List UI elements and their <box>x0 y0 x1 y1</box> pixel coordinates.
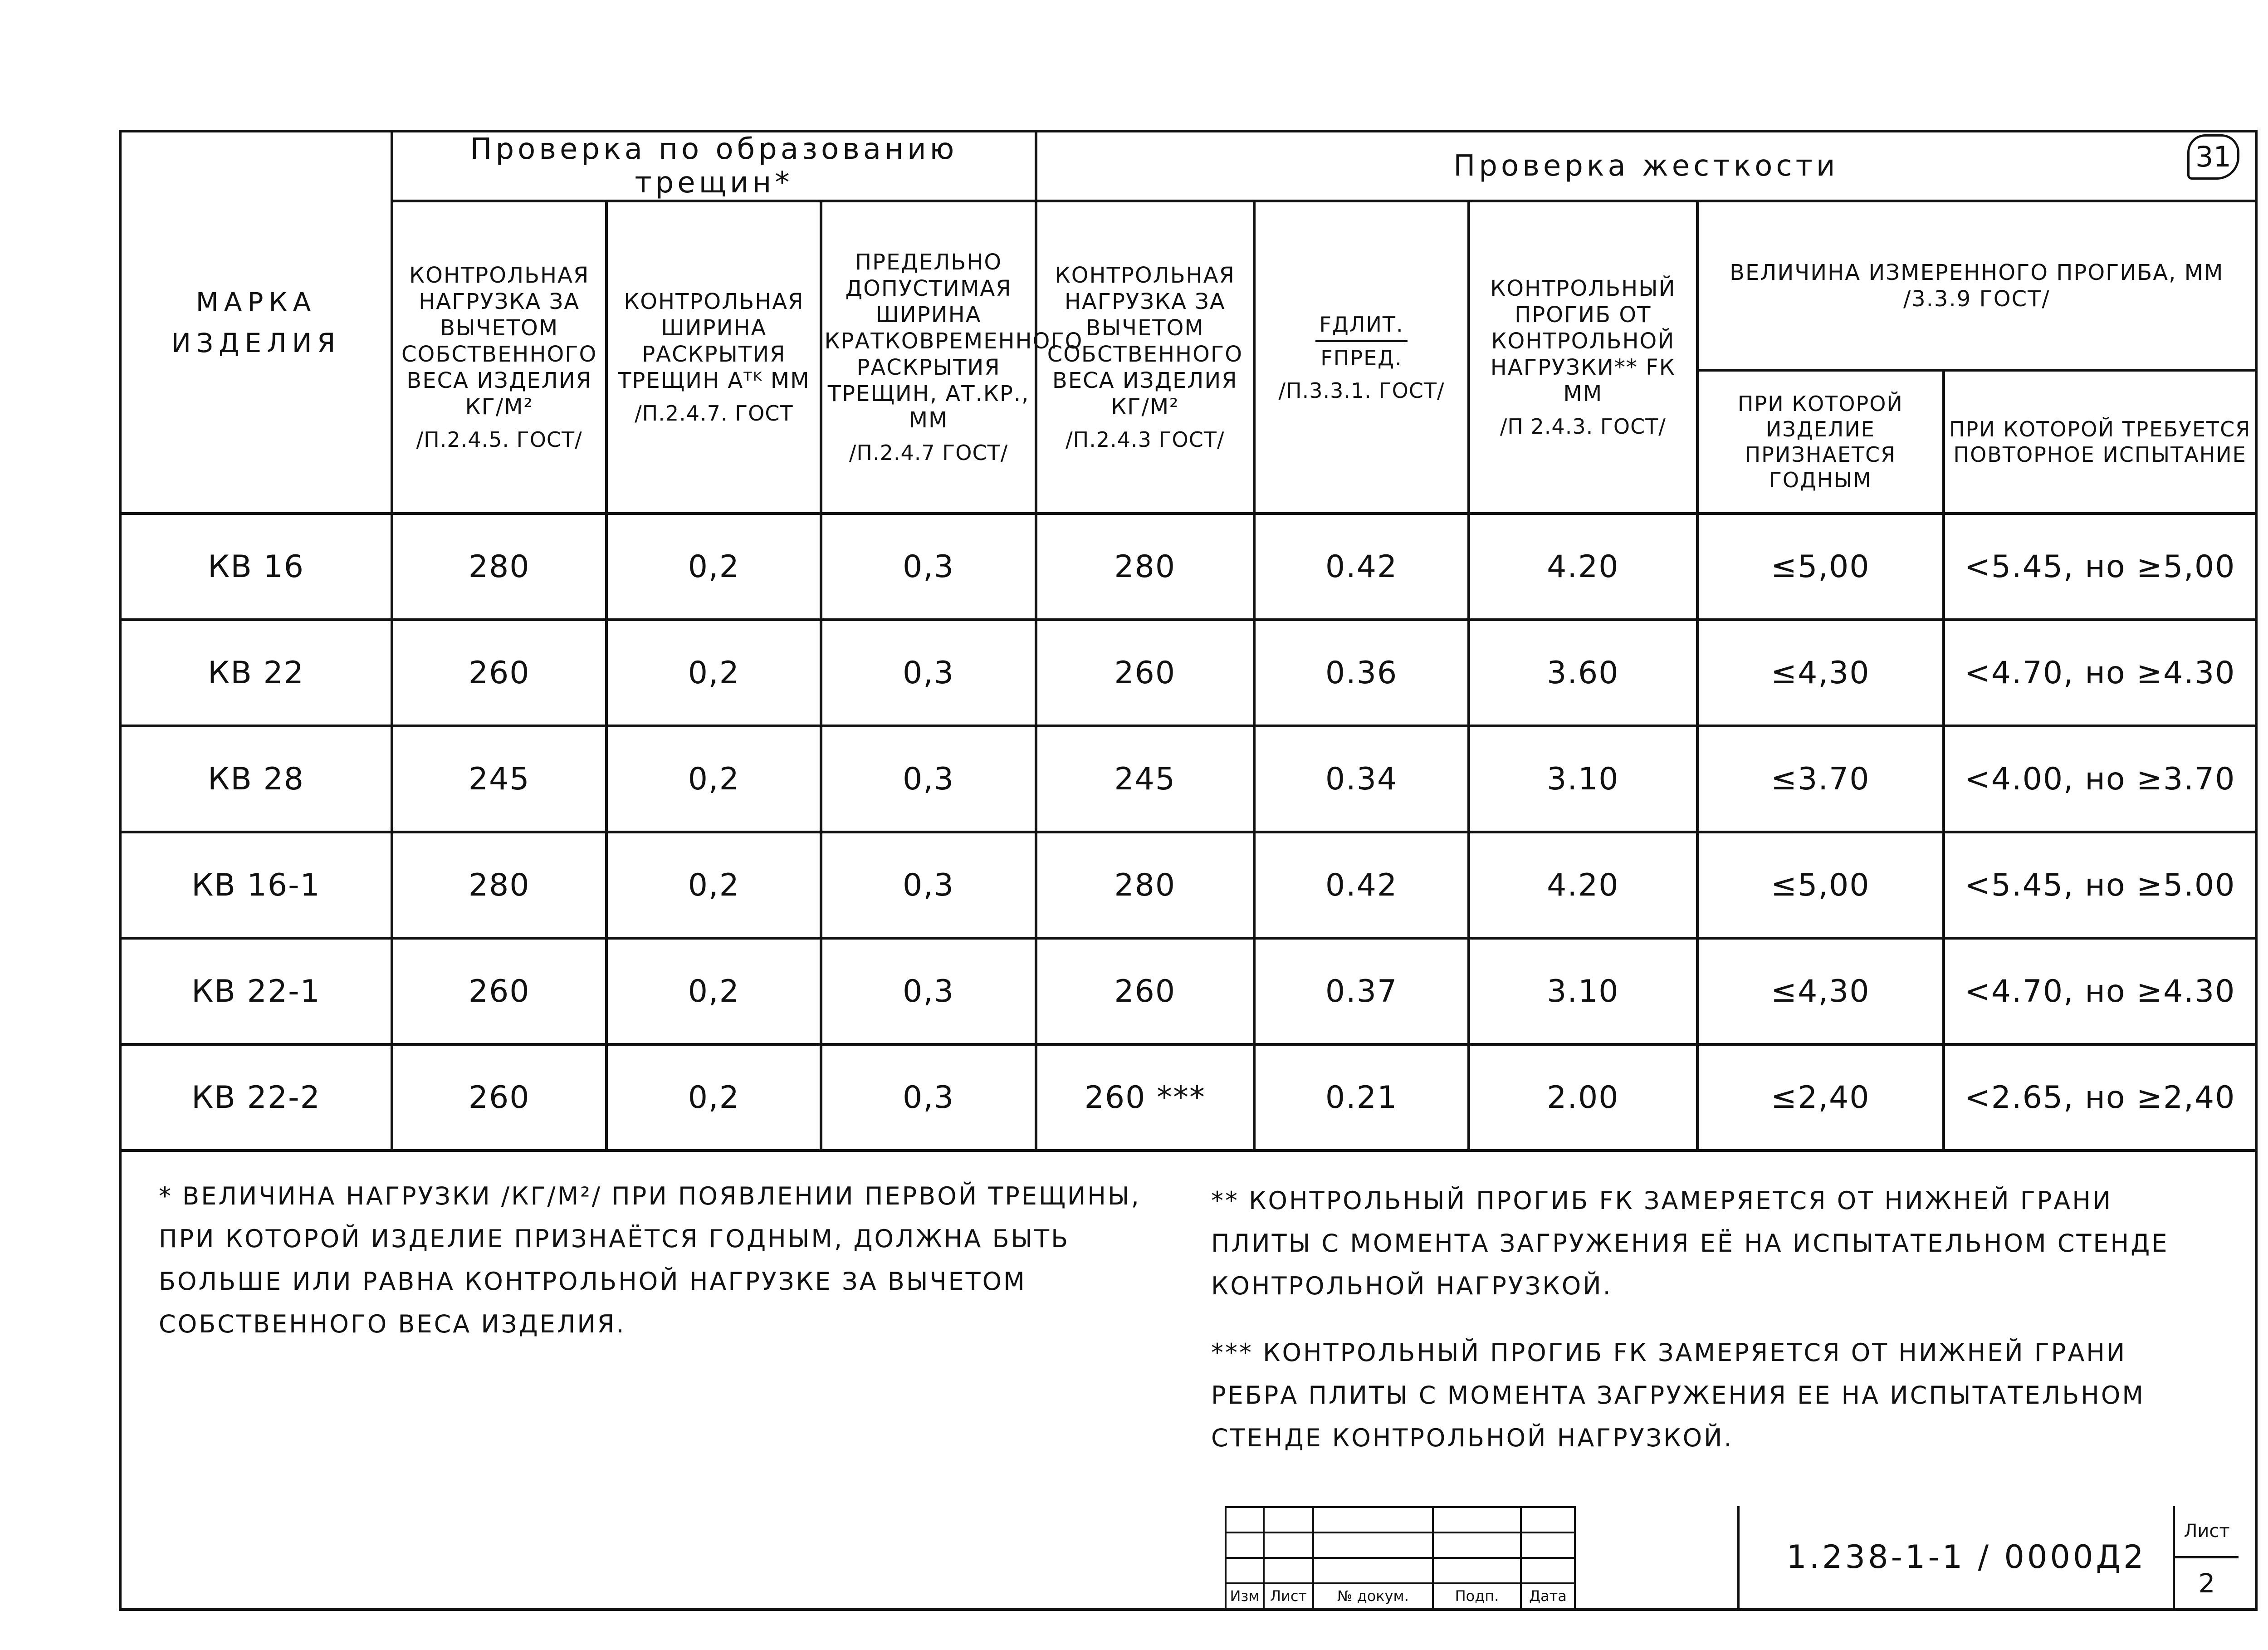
cell-c4: 280 <box>1036 514 1254 620</box>
cell-c5: 0.34 <box>1254 726 1469 832</box>
cell-c3: 0,3 <box>821 832 1036 938</box>
cell-c8: <4.70, но ≥4.30 <box>1944 620 2256 726</box>
header-control-load-cracks: КОНТРОЛЬНАЯ НАГРУЗКА ЗА ВЫЧЕТОМ СОБСТВЕННОГО ВЕСА ИЗДЕЛИЯ КГ/М² /П.2.4.5. ГОСТ/ <box>392 201 606 514</box>
cell-c6: 3.10 <box>1469 726 1697 832</box>
table-row <box>120 938 2256 1044</box>
sheet-box <box>2173 1506 2239 1608</box>
cell-c3: 0,3 <box>821 938 1036 1044</box>
cell-mark: КВ 22 <box>120 620 392 726</box>
table-row <box>120 1044 2256 1151</box>
cell-c3: 0,3 <box>821 514 1036 620</box>
sheet-value: 2 <box>2198 1568 2215 1599</box>
header-mark: МАРКА ИЗДЕЛИЯ <box>120 131 392 514</box>
cell-c4: 260 *** <box>1036 1044 1254 1151</box>
cell-mark: КВ 28 <box>120 726 392 832</box>
cell-c4: 280 <box>1036 832 1254 938</box>
cell-c5: 0.42 <box>1254 514 1469 620</box>
cell-c5: 0.42 <box>1254 832 1469 938</box>
cell-c8: <2.65, но ≥2,40 <box>1944 1044 2256 1151</box>
cell-c4: 260 <box>1036 620 1254 726</box>
header-crack-width: КОНТРОЛЬНАЯ ШИРИНА РАСКРЫТИЯ ТРЕЩИН Аᵀᴷ ММ /П.2.4.7. ГОСТ <box>606 201 821 514</box>
cell-c5: 0.37 <box>1254 938 1469 1044</box>
footnote-deflection-plate: ** КОНТРОЛЬНЫЙ ПРОГИБ FК ЗАМЕРЯЕТСЯ ОТ НИЖНЕЙ ГРАНИ ПЛИТЫ С МОМЕНТА ЗАГРУЖЕНИЯ ЕЁ НА ИСПЫТАТЕЛЬНОМ СТЕНДЕ КОНТРОЛЬНОЙ НАГРУЗКОЙ. <box>1211 1186 2169 1300</box>
header-accepted: ПРИ КОТОРОЙ ИЗДЕЛИЕ ПРИЗНАЕТСЯ ГОДНЫМ <box>1697 370 1944 514</box>
table-row <box>120 832 2256 938</box>
stamp-col-doc: № докум. <box>1313 1583 1433 1609</box>
cell-c3: 0,3 <box>821 1044 1036 1151</box>
table-row <box>120 726 2256 832</box>
cell-c5: 0.36 <box>1254 620 1469 726</box>
test-criteria-table <box>119 130 2258 1152</box>
cell-c2: 0,2 <box>606 832 821 938</box>
cell-c7: ≤2,40 <box>1697 1044 1944 1151</box>
cell-mark: КВ 22-1 <box>120 938 392 1044</box>
cell-c3: 0,3 <box>821 620 1036 726</box>
cell-c8: <5.45, но ≥5,00 <box>1944 514 2256 620</box>
stamp-col-izm: Изм <box>1226 1583 1264 1609</box>
cell-c3: 0,3 <box>821 726 1036 832</box>
footnote-load: * ВЕЛИЧИНА НАГРУЗКИ /КГ/М²/ ПРИ ПОЯВЛЕНИИ ПЕРВОЙ ТРЕЩИНЫ, ПРИ КОТОРОЙ ИЗДЕЛИЕ ПРИЗНАЁТСЯ ГОДНЫМ, ДОЛЖНА БЫТЬ БОЛЬШЕ ИЛИ РАВНА КОНТРОЛЬНОЙ НАГРУЗКЕ ЗА ВЫЧЕТОМ СОБСТВЕННОГО ВЕСА ИЗДЕЛИЯ. <box>159 1182 1141 1338</box>
cell-mark: КВ 16-1 <box>120 832 392 938</box>
page-number: 31 <box>2187 134 2239 180</box>
header-deflection-ratio: $\frac{\text{FДЛИТ.}}{\text{FПРЕД.}}$ /П.3.3.1. ГОСТ/ <box>1254 201 1469 514</box>
cell-c6: 3.10 <box>1469 938 1697 1044</box>
cell-c8: <4.00, но ≥3.70 <box>1944 726 2256 832</box>
cell-c6: 2.00 <box>1469 1044 1697 1151</box>
cell-c1: 260 <box>392 620 606 726</box>
document-code: 1.238-1-1 / 0000Д2 <box>1737 1506 2193 1608</box>
cell-c7: ≤5,00 <box>1697 832 1944 938</box>
cell-mark: КВ 22-2 <box>120 1044 392 1151</box>
cell-c2: 0,2 <box>606 514 821 620</box>
footnote-deflection-rib: *** КОНТРОЛЬНЫЙ ПРОГИБ FК ЗАМЕРЯЕТСЯ ОТ НИЖНЕЙ ГРАНИ РЕБРА ПЛИТЫ С МОМЕНТА ЗАГРУЖЕНИЯ ЕЕ НА ИСПЫТАТЕЛЬНОМ СТЕНДЕ КОНТРОЛЬНОЙ НАГРУЗКОЙ. <box>1211 1338 2145 1452</box>
cell-c8: <4.70, но ≥4.30 <box>1944 938 2256 1044</box>
cell-c4: 245 <box>1036 726 1254 832</box>
cell-c7: ≤5,00 <box>1697 514 1944 620</box>
cell-c2: 0,2 <box>606 1044 821 1151</box>
group-measured-deflection: ВЕЛИЧИНА ИЗМЕРЕННОГО ПРОГИБА, ММ /3.3.9 ГОСТ/ <box>1697 201 2256 370</box>
revision-grid <box>1225 1506 1576 1610</box>
sheet-label: Лист <box>2175 1506 2239 1558</box>
cell-c4: 260 <box>1036 938 1254 1044</box>
cell-c1: 280 <box>392 832 606 938</box>
table-row <box>120 620 2256 726</box>
cell-c7: ≤3.70 <box>1697 726 1944 832</box>
group-stiffness: Проверка жесткости <box>1036 131 2256 201</box>
title-block <box>1225 1506 2254 1608</box>
cell-c1: 260 <box>392 938 606 1044</box>
cell-c5: 0.21 <box>1254 1044 1469 1151</box>
table-row <box>120 514 2256 620</box>
stamp-col-date: Дата <box>1521 1583 1575 1609</box>
cell-c6: 4.20 <box>1469 514 1697 620</box>
stamp-col-sign: Подп. <box>1433 1583 1521 1609</box>
cell-c6: 4.20 <box>1469 832 1697 938</box>
header-control-load-stiffness: КОНТРОЛЬНАЯ НАГРУЗКА ЗА ВЫЧЕТОМ СОБСТВЕННОГО ВЕСА ИЗДЕЛИЯ КГ/М² /П.2.4.3 ГОСТ/ <box>1036 201 1254 514</box>
stamp-col-list: Лист <box>1264 1583 1313 1609</box>
cell-c1: 260 <box>392 1044 606 1151</box>
cell-c2: 0,2 <box>606 620 821 726</box>
group-cracks: Проверка по образованию трещин* <box>392 131 1036 201</box>
cell-c7: ≤4,30 <box>1697 620 1944 726</box>
deflection-ratio-fraction: $\frac{\text{FДЛИТ.}}{\text{FПРЕД.}}$ <box>1315 311 1407 371</box>
header-retest: ПРИ КОТОРОЙ ТРЕБУЕТСЯ ПОВТОРНОЕ ИСПЫТАНИЕ <box>1944 370 2256 514</box>
cell-c2: 0,2 <box>606 938 821 1044</box>
cell-c7: ≤4,30 <box>1697 938 1944 1044</box>
cell-c6: 3.60 <box>1469 620 1697 726</box>
cell-c2: 0,2 <box>606 726 821 832</box>
cell-c1: 280 <box>392 514 606 620</box>
cell-c8: <5.45, но ≥5.00 <box>1944 832 2256 938</box>
header-max-crack-width: ПРЕДЕЛЬНО ДОПУСТИМАЯ ШИРИНА КРАТКОВРЕМЕННОГО РАСКРЫТИЯ ТРЕЩИН, АТ.КР., ММ /П.2.4.7 ГОСТ/ <box>821 201 1036 514</box>
header-control-deflection: КОНТРОЛЬНЫЙ ПРОГИБ ОТ КОНТРОЛЬНОЙ НАГРУЗКИ** FК ММ /П 2.4.3. ГОСТ/ <box>1469 201 1697 514</box>
cell-mark: КВ 16 <box>120 514 392 620</box>
cell-c1: 245 <box>392 726 606 832</box>
